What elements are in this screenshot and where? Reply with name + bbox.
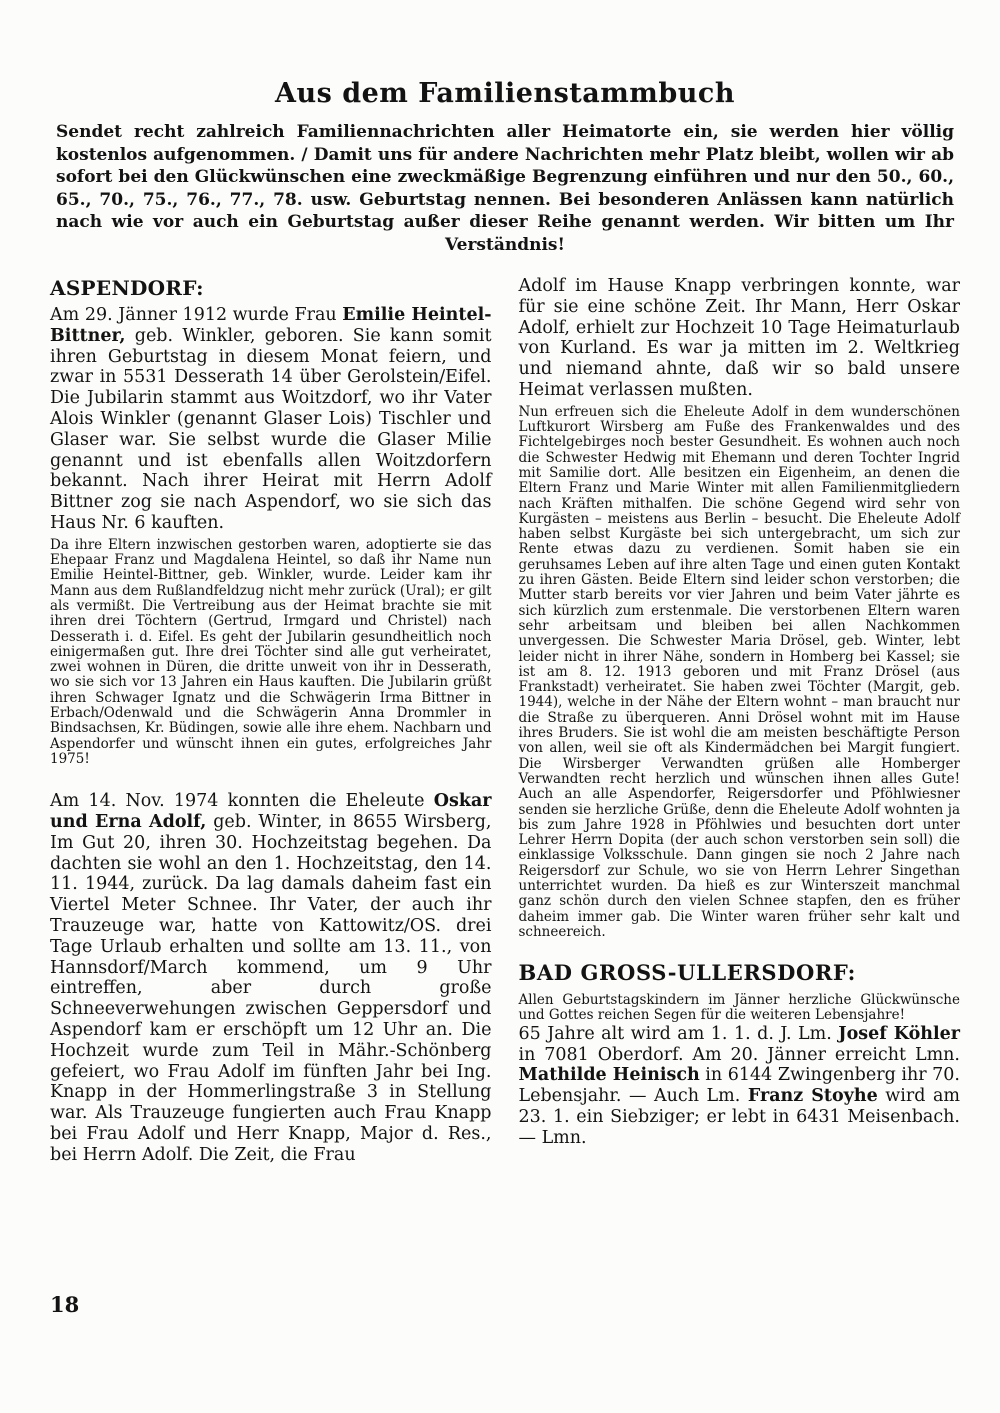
left-column <box>50 276 492 1166</box>
paragraph-emilie-heintel-bittner <box>50 305 492 534</box>
text-run: Adolf im Hause Knapp verbringen konnte, war für sie eine schöne Zeit. Ihr Mann, Herr Oskar Adolf, erhielt zur Hochzeit 10 Tage Heimaturlaub von Kurland. Es war ja mitten im 2. Weltkrieg und niemand ahnte, daß wir so bald unsere Heimat verlassen mußten. <box>518 276 960 400</box>
text-run: in 7081 Oberdorf. Am 20. Jänner erreicht Lmn. <box>518 1044 960 1065</box>
bold-text-run: Josef Köhler <box>838 1023 960 1044</box>
text-run: Da ihre Eltern inzwischen gestorben waren, adoptierte sie das Ehepaar Franz und Magdalena Heintel, so daß ihr Name nun Emilie Heintel-Bittner, geb. Winkler, wurde. Leider kam ihr Mann aus dem Rußlandfeldzug nicht mehr zurück (Ural); er gilt als vermißt. Die Vertreibung aus der Heimat brachte sie mit ihren drei Töchtern (Gertrud, Irmgard und Christel) nach Desserath i. d. Eifel. Es geht der Jubilarin gesundheitlich noch einigermaßen gut. Ihre drei Töchter sind alle gut verheiratet, zwei wohnen in Düren, die dritte unweit von ihr in Desserath, wo sie sich vor 13 Jahren ein Haus kauften. Die Jubilarin grüßt ihren Schwager Ignatz und die Schwägerin Irma Bittner in Erbach/Odenwald und die Schwägerin Anna Drommler in Bindsachsen, Kr. Büdingen, sowie alle ihre ehem. Nachbarn und Aspendorfer und wünscht ihnen ein gutes, erfolgreiches Jahr 1975! <box>50 536 492 767</box>
text-run: geb. Winkler, geboren. Sie kann somit ihren Geburtstag in diesem Monat feiern, und zwar in 5531 Desserath 14 über Gerolstein/Eifel. Die Jubilarin stammt aus Woitzdorf, wo ihr Vater Alois Winkler (genannt Glaser Lois) Tischler und Glaser war. Sie selbst wurde die Glaser Milie genannt und ist ebenfalls allen Woitzdorfern bekannt. Nach ihrer Heirat mit Herrn Adolf Bittner zog sie nach Aspendorf, wo sie sich das Haus Nr. 6 kauften. <box>50 325 492 533</box>
text-run: Am 29. Jänner 1912 wurde Frau <box>50 305 343 325</box>
intro-paragraph: Sendet recht zahlreich Familiennachrichten aller Heimatorte ein, sie werden hier völlig kostenlos aufgenommen. / Damit uns für andere Nachrichten mehr Platz bleibt, wollen wir ab sofort bei den Glückwünschen eine zweckmäßige Begrenzung einführen und nur den 50., 60., 65., 70., 75., 76., 77., 78. usw. Geburtstag nennen. Bei besonderen Anlässen kann natürlich nach wie vor auch ein Geburtstag außer dieser Reihe genannt werden. Wir bitten um Ihr Verständnis! <box>56 122 954 255</box>
two-column-layout <box>50 276 960 1166</box>
bold-text-run: Mathilde Heinisch <box>518 1065 700 1086</box>
bold-text-run: Emilie Heintel-Bittner, <box>50 305 492 346</box>
paragraph-adolf-wirsberg-smallprint <box>519 405 961 940</box>
text-run: Nun erfreuen sich die Eheleute Adolf in dem wunderschönen Luftkurort Wirsberg am Fuße des Frankenwaldes und des Fichtelgebirges noch bester Gesundheit. Es wohnen auch noch die Schwester Hedwig mit Ehemann und deren Tochter Ingrid mit Samilie dort. Alle besitzen ein Eigenheim, an denen die Eltern Franz und Marie Winter mit allen Familienmitgliedern nach Kräften mithalfen. Die schöne Gegend wird sehr von Kurgästen – meistens aus Berlin – besucht. Die Eheleute Adolf haben selbst Kurgäste bei sich untergebracht, um sich zur Rente etwas dazu zu verdienen. Somit haben sie ein geruhsames Leben auf ihre alten Tage und einen guten Kontakt zu ihren Gästen. Beide Eltern sind leider schon verstorben; die Mutter starb bereits vor vier Jahren und beim Vater jährte es sich kürzlich zum erstenmale. Die verstorbenen Eltern waren sehr arbeitsam und bleiben bei allen Nachkommen unvergessen. Die Schwester Maria Drösel, geb. Winter, lebt leider nicht in ihrer Nähe, sondern in Homberg bei Kassel; sie ist am 8. 12. 1913 geboren und mit Franz Drösel (aus Frankstadt) verheiratet. Sie haben zwei Töchter (Margit, geb. 1944), welche in der Nähe der Eltern wohnt – man braucht nur die Straße zu überqueren. Anni Drösel wohnt mit im Hause ihres Bruders. Sie ist wohl die am meisten beschäftigte Person von allen, weil sie oft als Kindermädchen bei Margit fungiert. Die Wirsberger Verwandten grüßen alle Homberger Verwandten recht herzlich und wünschen ihnen alles Gute! Auch an alle Aspendorfer, Reigersdorfer und Pföhlwiesner senden sie herzliche Grüße, denn die Eheleute Adolf wohnten ja bis zum Jahre 1928 in Pföhlwies und besuchten dort unter Lehrer Herrn Dopita (der auch schon verstorben sein soll) die einklassige Volksschule. Dann gingen sie noch 2 Jahre nach Reigersdorf zur Schule, wo sie von Herrn Lehrer Singethan unterrichtet wurden. Da hieß es zur Winterszeit manchmal ganz schön durch den vielen Schnee stapfen, den es früher daheim immer gab. Die Winter waren früher sehr kalt und schneereich. <box>518 403 960 940</box>
bold-text-run: Oskar und Erna Adolf, <box>50 791 492 833</box>
section-heading-aspendorf <box>50 276 492 300</box>
page-number: 18 <box>50 1292 80 1317</box>
text-run: wird am 23. 1. ein Siebziger; er lebt in 6431 Meisenbach. — Lmn. <box>518 1086 960 1148</box>
text-run: in 6144 Zwingenberg ihr 70. Lebensjahr. — Auch Lm. <box>518 1065 960 1107</box>
bold-text-run: BAD GROSS-ULLERSDORF: <box>518 960 857 986</box>
text-run: geb. Winter, in 8655 Wirsberg, Im Gut 20, ihren 30. Hochzeitstag begehen. Da dachten sie wohl an den 1. Hochzeitstag, den 14. 11. 1944, zurück. Da lag damals daheim fast ein Viertel Meter Schnee. Ihr Vater, der auch ihr Trauzeuge war, hatte von Kattowitz/OS. drei Tage Urlaub erhalten und sollte am 13. 11., von Hannsdorf/March kommend, um 9 Uhr eintreffen, aber durch große Schneeverwehungen zwischen Geppersdorf und Aspendorf kam er erschöpft um 12 Uhr an. Die Hochzeit wurde zum Teil in Mähr.-Schönberg gefeiert, wo Frau Adolf im fünften Jahr bei Ing. Knapp in der Hommerlingstraße 3 in Stellung war. Als Trauzeuge fungierten auch Frau Knapp bei Frau Adolf und Herr Knapp, Major d. Res., bei Herrn Adolf. Die Zeit, die Frau <box>50 812 492 1165</box>
text-run: Am 14. Nov. 1974 konnten die Eheleute <box>50 791 434 812</box>
text-run: 65 Jahre alt wird am 1. 1. d. J. Lm. <box>518 1023 839 1044</box>
bold-text-run: ASPENDORF: <box>50 276 204 300</box>
paragraph-adolf-wedding-continued <box>519 276 961 401</box>
paragraph-heintel-family-smallprint <box>50 538 492 767</box>
page-title: Aus dem Familienstammbuch <box>275 78 735 109</box>
paragraph-adolf-wedding-anniversary <box>50 791 492 1165</box>
text-run: Allen Geburtstagskindern im Jänner herzliche Glückwünsche und Gottes reichen Segen für die weiteren Lebensjahre! <box>518 992 960 1024</box>
paragraph-birthday-announcements <box>519 1024 961 1149</box>
section-heading-bad-gross-ullersdorf <box>519 960 961 985</box>
right-column <box>519 276 961 1149</box>
bold-text-run: Franz Stoyhe <box>747 1086 878 1107</box>
paragraph-birthday-greetings-smallprint <box>519 993 961 1024</box>
